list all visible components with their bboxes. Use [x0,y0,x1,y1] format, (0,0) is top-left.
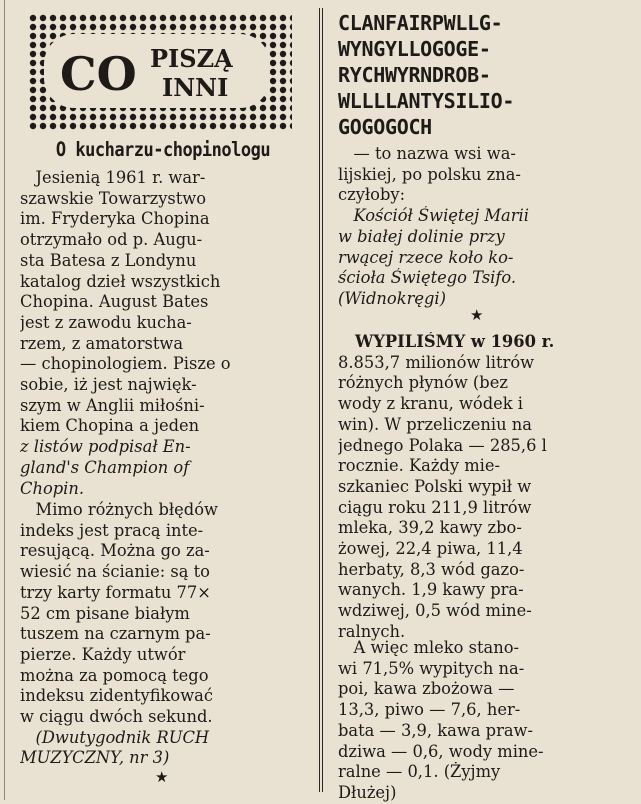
page-edge [4,0,5,800]
text-line: wiesić na ścianie: są to [20,562,210,582]
text-line: wi 71,5% wypitych na- [338,658,525,678]
text-line: Chopina. August Bates [20,292,209,312]
text-line: Chopin. [20,478,85,498]
text-line: — to nazwa wsi wa- [338,144,516,163]
text-line: sobie, iż jest najwięk- [20,375,197,395]
text-line: (Widnokręgi) [338,288,446,308]
article-paragraph-right-3 [338,638,628,804]
title-line: WLLLLANTYSILIO- [338,89,515,113]
column-divider [319,8,320,792]
text-line: (Dwutygodnik RUCH [20,727,210,747]
article-paragraph-right-2 [338,332,628,643]
separator-star-right: ★ [470,306,484,324]
title-line: WYNGYLLOGOGE- [338,37,491,61]
article-paragraph-right-1 [338,144,628,310]
text-line: Jesienią 1961 r. war- [20,168,206,187]
text-line: indeksu zidentyfikować [20,686,213,706]
text-line: wdziwej, 0,5 wód mine- [338,601,532,621]
text-line: 8.853,7 milionów litrów [338,352,535,372]
text-line: mleka, 39,2 kawy zbo- [338,518,522,538]
co-pisza-inni-logo [22,12,292,130]
text-line: Kościół Świętej Marii [338,206,529,226]
text-line: otrzymało od p. Augu- [20,230,203,250]
title-line: RYCHWYRNDROB- [338,63,491,87]
text-line: ralnych. [338,621,406,641]
text-line: resującą. Można go za- [20,541,210,561]
text-line: w ciągu dwóch sekund. [20,707,213,727]
text-line: można za pomocą tego [20,665,209,685]
text-line: 52 cm pisane białym [20,603,190,623]
text-line: Mimo różnych błędów [20,500,218,519]
text-line: Dłużej) [338,782,397,802]
text-line: pierze. Każdy utwór [20,644,186,664]
text-line: bata — 3,9, kawa praw- [338,720,533,740]
article-paragraph-1 [20,168,308,499]
text-line: trzy karty formatu 77× [20,582,211,602]
text-line: — chopinologiem. Pisze o [20,354,231,374]
text-line: A więc mleko stano- [338,638,520,657]
text-line: WYPILIŚMY w 1960 r. [338,332,555,351]
text-line: szawskie Towarzystwo [20,188,207,208]
text-line: różnych płynów (bez [338,373,508,393]
text-line: 13,3, piwo — 7,6, her- [338,700,521,720]
separator-star-left: ★ [155,768,169,786]
text-line: wanych. 1,9 kawy pra- [338,580,524,600]
article-heading-left: O kucharzu-chopinologu [55,138,271,162]
text-line: herbaty, 8,3 wód gazo- [338,559,525,579]
text-line: tuszem na czarnym pa- [20,624,211,644]
text-line: ralne — 0,1. (Żyjmy [338,762,501,782]
text-line: w białej dolinie przy [338,226,505,246]
text-line: indeks jest pracą inte- [20,520,204,540]
title-line: CLANFAIRPWLLG- [338,11,503,35]
text-line: sta Batesa z Londynu [20,250,197,270]
text-line: jest z zawodu kucha- [20,312,192,332]
text-line: im. Fryderyka Chopina [20,209,210,229]
text-line: wody z kranu, wódek i [338,394,524,414]
title-line: GOGOGOCH [338,115,432,139]
text-line: katalog dzieł wszystkich [20,271,221,291]
article-paragraph-2 [20,500,308,769]
article-title-right [338,10,628,140]
dotted-logo-graphic [22,12,292,130]
text-line: poi, kawa zbożowa — [338,679,515,699]
text-line: rocznie. Każdy mie- [338,456,500,476]
text-line: z listów podpisał En- [20,437,191,457]
text-line: szym w Anglii miłośni- [20,395,205,415]
column-divider-inner [322,8,323,792]
text-line: lijskiej, po polsku zna- [338,164,521,184]
text-line: jednego Polaka — 285,6 l [338,435,547,455]
text-line: MUZYCZNY, nr 3) [20,748,170,768]
text-line: czyłoby: [338,185,406,205]
text-line: rwącej rzece koło ko- [338,247,514,267]
text-line: rzem, z amatorstwa [20,333,184,353]
text-line: win). W przeliczeniu na [338,414,532,434]
text-line: ścioła Świętego Tsifo. [338,268,517,288]
logo-pisza-text: PISZĄ [150,44,233,73]
text-line: żowej, 22,4 piwa, 11,4 [338,539,523,559]
logo-inni-text: INNI [162,73,229,102]
text-line: szkaniec Polski wypił w [338,476,532,496]
text-line: ciągu roku 211,9 litrów [338,497,532,517]
text-line: gland's Champion of [20,457,190,477]
text-line: dziwa — 0,6, wody mine- [338,741,544,761]
text-line: kiem Chopina a jeden [20,416,200,436]
logo-co-text: CO [60,47,137,101]
